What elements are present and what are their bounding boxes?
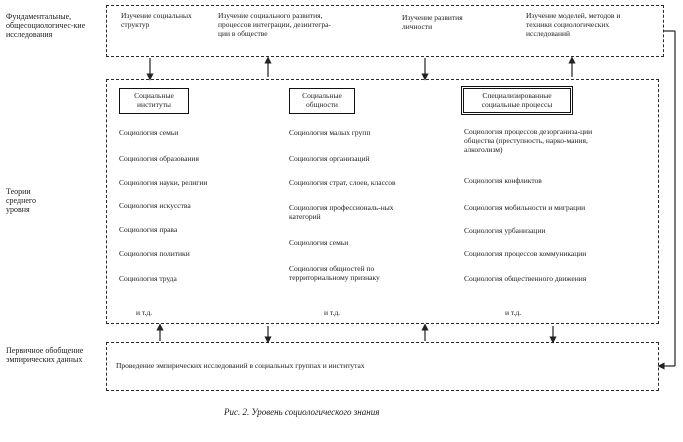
col3-etc: и т.д. xyxy=(505,308,522,317)
top-item-development: Изучение социального развития, процессов интеграции, дезинтегра-ции в обществе xyxy=(218,11,331,38)
header-processes: Специализированные социальные процессы xyxy=(461,86,573,115)
col1-item: Социология образования xyxy=(119,154,199,163)
col2-item: Социология общностей по территориальному признаку xyxy=(289,264,380,282)
col2-item: Социология организаций xyxy=(289,154,370,163)
bottom-text: Проведение эмпирических исследований в социальных группах и институтах xyxy=(116,361,365,370)
col1-item: Социология политики xyxy=(119,249,190,258)
col3-item: Социология урбанизации xyxy=(464,226,546,235)
top-item-methods: Изучение моделей, методов и техники социологических исследований xyxy=(526,11,621,38)
header-communities: Социальные общности xyxy=(289,88,355,114)
col1-etc: и т.д. xyxy=(136,308,153,317)
col1-item: Социология права xyxy=(119,225,178,234)
col3-item: Социология мобильности и миграции xyxy=(464,203,586,212)
col2-etc: и т.д. xyxy=(324,308,341,317)
col3-item: Социология конфликтов xyxy=(464,176,542,185)
top-item-personality: Изучение развития личности xyxy=(402,13,463,31)
col2-item: Социология семьи xyxy=(289,238,349,247)
col3-item: Социология процессов дезорганиза-ции общества (преступность, нарко-мания, алкоголизм) xyxy=(464,127,593,154)
col3-item: Социология процессов коммуникации xyxy=(464,249,587,258)
col3-item: Социология общественного движения xyxy=(464,274,587,283)
label-fundamental: Фундаментальные, общесоциологичес-кие исследования xyxy=(6,12,86,39)
label-middle-level: Теории среднего уровня xyxy=(6,187,36,214)
col1-item: Социология науки, религии xyxy=(119,178,208,187)
col1-item: Социология искусства xyxy=(119,201,191,210)
col2-item: Социология профессиональ-ных категорий xyxy=(289,203,394,221)
top-item-structures: Изучение социальных структур xyxy=(121,11,192,29)
col2-item: Социология малых групп xyxy=(289,128,371,137)
col1-item: Социология труда xyxy=(119,274,177,283)
header-institutions: Социальные институты xyxy=(119,88,189,114)
col1-item: Социология семьи xyxy=(119,128,179,137)
label-empirical: Первичное обобщение эмпирических данных xyxy=(6,346,84,364)
col2-item: Социология страт, слоев, классов xyxy=(289,178,396,187)
figure-caption: Рис. 2. Уровень социологического знания xyxy=(224,407,380,417)
